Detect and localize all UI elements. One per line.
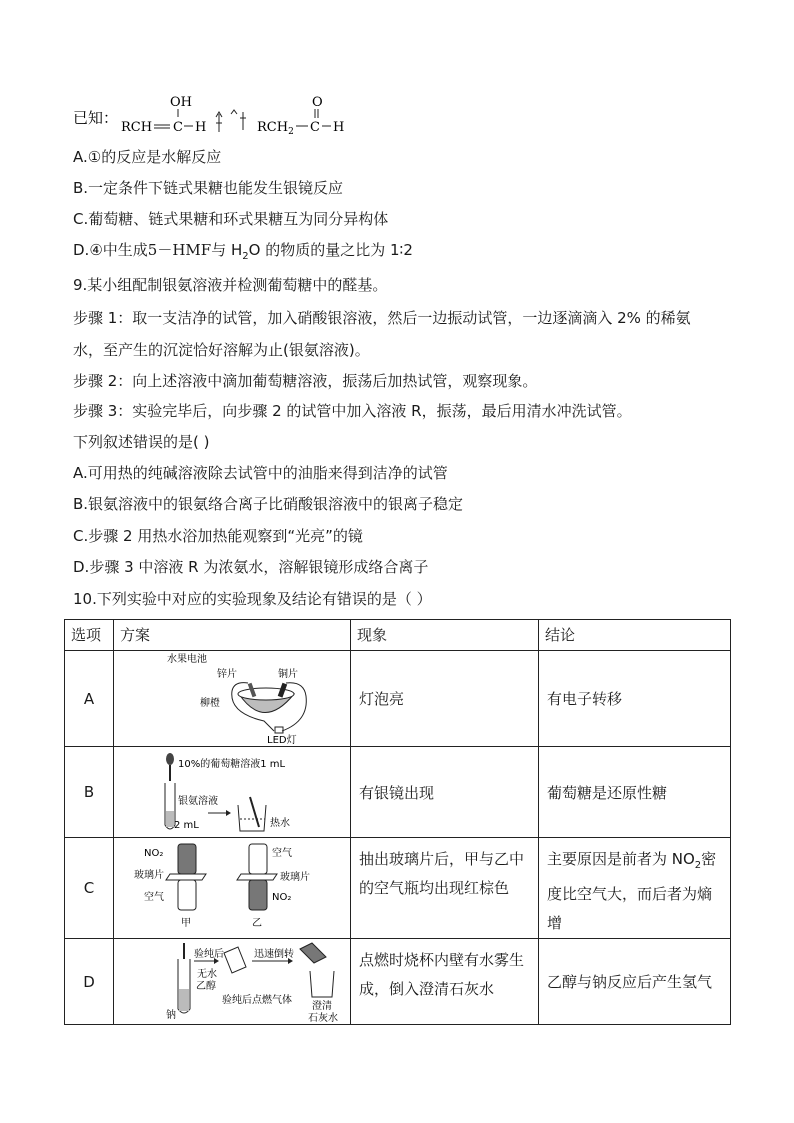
q9-step1-a: 步骤 1：取一支洁净的试管，加入硝酸银溶液，然后一边振动试管，一边逐滴滴入 2% 的稀氨 bbox=[73, 309, 691, 327]
header-phenomenon: 现象 bbox=[351, 620, 539, 651]
formula-c: C bbox=[173, 120, 183, 135]
q8-option-c: C.葡萄糖、链式果糖和环式果糖互为同分异构体 bbox=[73, 210, 389, 228]
label-invert: 迅速倒转 bbox=[254, 949, 294, 960]
q8d-part-c: 与 H bbox=[211, 241, 243, 259]
jia-bottom-bottle bbox=[178, 880, 196, 910]
label-hot-water: 热水 bbox=[270, 818, 290, 829]
row-d-phenomenon: 点燃时烧杯内壁有水雾生成，倒入澄清石灰水 bbox=[351, 939, 539, 1025]
header-option: 选项 bbox=[65, 620, 114, 651]
table-row bbox=[65, 838, 731, 939]
ethanol-sodium-diagram bbox=[114, 939, 350, 1024]
row-c-conclusion-a: 主要原因是前者为 NO bbox=[547, 850, 695, 868]
jia-top-bottle bbox=[178, 844, 196, 874]
formula-oh: OH bbox=[170, 95, 192, 110]
q9-option-d: D.步骤 3 中溶液 R 为浓氨水，溶解银镜形成络合离子 bbox=[73, 558, 429, 576]
no2-diffusion-diagram bbox=[114, 838, 350, 935]
q9-stem: 9.某小组配制银氨溶液并检测葡萄糖中的醛基。 bbox=[73, 276, 388, 294]
row-d-option: D bbox=[65, 939, 114, 1025]
table-row bbox=[65, 939, 731, 1025]
q9-option-a: A.可用热的纯碱溶液除去试管中的油脂来得到洁净的试管 bbox=[73, 464, 448, 482]
q8d-hmf: 5－HMF bbox=[147, 241, 212, 259]
arrow-head bbox=[226, 810, 231, 816]
glass-plate-b bbox=[237, 874, 277, 880]
d-inverted-beaker bbox=[224, 947, 246, 973]
formula-rch2: $RCH_2$ bbox=[257, 120, 294, 137]
q8-option-d bbox=[73, 240, 413, 267]
q10-stem: 10.下列实验中对应的实验现象及结论有错误的是（ ） bbox=[73, 590, 432, 608]
tautomer-formula bbox=[73, 92, 373, 140]
label-fruit-battery: 水果电池 bbox=[167, 654, 207, 665]
q8-option-a: A.①的反应是水解反应 bbox=[73, 148, 222, 166]
row-c-phenomenon: 抽出玻璃片后，甲与乙中的空气瓶均出现红棕色 bbox=[351, 838, 539, 939]
row-a-phenomenon: 灯泡亮 bbox=[351, 651, 539, 747]
formula-h: H bbox=[195, 120, 207, 135]
q9-step2: 步骤 2：向上述溶液中滴加葡萄糖溶液，振荡后加热试管，观察现象。 bbox=[73, 372, 538, 390]
equilibrium-arrow bbox=[216, 110, 246, 132]
row-c-conclusion-sub: 2 bbox=[694, 860, 702, 871]
beaker bbox=[238, 805, 266, 831]
formula-o: O bbox=[312, 95, 323, 110]
label-glass-b: 玻璃片 bbox=[280, 872, 310, 883]
row-d-conclusion: 乙醇与钠反应后产生氢气 bbox=[539, 939, 731, 1025]
formula-c2: C bbox=[310, 120, 320, 135]
row-b-option: B bbox=[65, 747, 114, 838]
q8d-part-d: O 的物质的量之比为 1∶2 bbox=[248, 241, 413, 259]
table-row bbox=[65, 747, 731, 838]
label-sodium: 钠 bbox=[166, 1010, 176, 1021]
header-conclusion: 结论 bbox=[539, 620, 731, 651]
q10-table bbox=[64, 619, 731, 1025]
row-c-conclusion-b: 密度比空气大，而后者为熵增 bbox=[547, 850, 717, 932]
q9-step1-b: 水，至产生的沉淀恰好溶解为止(银氨溶液)。 bbox=[73, 341, 370, 359]
q8d-sub: 2 bbox=[242, 251, 249, 262]
label-anhydrous: 无水 bbox=[197, 969, 217, 980]
d-beaker bbox=[310, 971, 334, 997]
q9-ask: 下列叙述错误的是( ) bbox=[73, 433, 210, 451]
row-a-diagram bbox=[114, 651, 351, 747]
led-bulb bbox=[275, 727, 283, 733]
label-clear: 澄清 bbox=[312, 1001, 332, 1012]
d-solution bbox=[179, 989, 189, 1011]
formula-rch: RCH bbox=[121, 120, 153, 135]
q9-step3: 步骤 3：实验完毕后，向步骤 2 的试管中加入溶液 R，振荡，最后用清水冲洗试管。 bbox=[73, 402, 632, 420]
label-air-b: 空气 bbox=[272, 848, 292, 859]
header-plan: 方案 bbox=[114, 620, 351, 651]
known-prefix: 已知： bbox=[73, 109, 119, 127]
label-air-a: 空气 bbox=[144, 892, 164, 903]
known-formula bbox=[73, 92, 373, 140]
label-volume: 2 mL bbox=[174, 820, 199, 831]
row-a-conclusion: 有电子转移 bbox=[539, 651, 731, 747]
label-ethanol: 乙醇 bbox=[196, 981, 216, 992]
table-header-row bbox=[65, 620, 731, 651]
label-limewater: 石灰水 bbox=[308, 1013, 338, 1024]
label-no2-a: NO₂ bbox=[144, 848, 164, 859]
q9-option-b: B.银氨溶液中的银氨络合离子比硝酸银溶液中的银离子稳定 bbox=[73, 495, 464, 513]
label-glass-a: 玻璃片 bbox=[134, 870, 164, 881]
label-jia: 甲 bbox=[181, 918, 191, 929]
tube-in-beaker bbox=[250, 797, 259, 827]
label-led: LED灯 bbox=[267, 735, 297, 746]
orange-top bbox=[238, 688, 294, 700]
label-glucose: 10%的葡萄糖溶液1 mL bbox=[178, 759, 286, 770]
q8-option-b: B.一定条件下链式果糖也能发生银镜反应 bbox=[73, 179, 344, 197]
yi-top-bottle bbox=[249, 844, 267, 874]
row-b-diagram bbox=[114, 747, 351, 838]
silver-mirror-diagram bbox=[114, 747, 350, 837]
row-b-phenomenon: 有银镜出现 bbox=[351, 747, 539, 838]
table-row bbox=[65, 651, 731, 747]
row-c-option: C bbox=[65, 838, 114, 939]
label-yi: 乙 bbox=[252, 918, 262, 929]
row-c-conclusion bbox=[539, 838, 731, 939]
row-a-option: A bbox=[65, 651, 114, 747]
glass-plate-a bbox=[166, 874, 206, 880]
label-ignite: 验纯后点燃气体 bbox=[222, 995, 292, 1006]
q9-option-c: C.步骤 2 用热水浴加热能观察到“光亮”的镜 bbox=[73, 527, 363, 545]
d-pouring-bottle bbox=[300, 943, 326, 963]
label-zinc: 锌片 bbox=[217, 669, 237, 680]
dropper-bulb bbox=[166, 753, 174, 765]
row-d-diagram bbox=[114, 939, 351, 1025]
label-silver-ammonia: 银氨溶液 bbox=[178, 796, 218, 807]
row-c-diagram bbox=[114, 838, 351, 939]
row-b-conclusion: 葡萄糖是还原性糖 bbox=[539, 747, 731, 838]
q8d-part-a: D.④中生成 bbox=[73, 241, 148, 259]
label-copper: 铜片 bbox=[278, 669, 298, 680]
yi-bottom-bottle bbox=[249, 880, 267, 910]
label-no2-b: NO₂ bbox=[272, 892, 292, 903]
label-verified: 验纯后 bbox=[194, 949, 224, 960]
fruit-battery-diagram bbox=[114, 651, 350, 746]
tube-solution bbox=[166, 811, 174, 827]
label-orange: 柳橙 bbox=[200, 698, 220, 709]
formula-h2: H bbox=[333, 120, 345, 135]
